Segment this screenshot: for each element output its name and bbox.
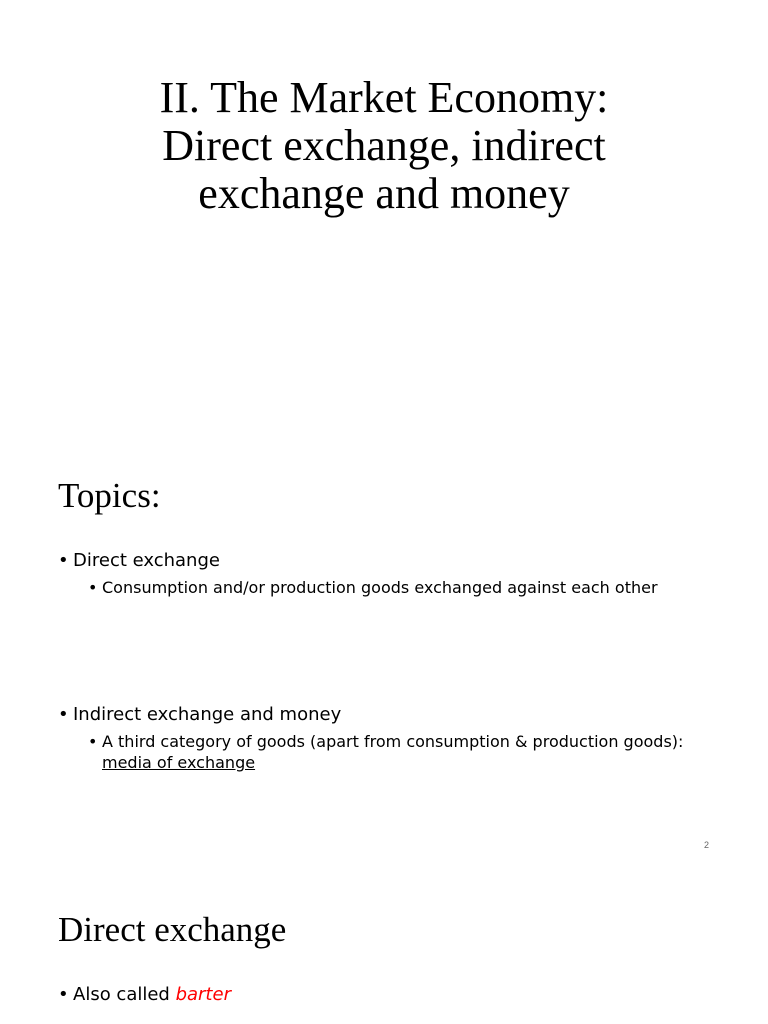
sub-bullet-text: A third category of goods (apart from consumption & production goods):	[102, 732, 684, 751]
bullet-glyph: •	[58, 704, 69, 725]
bullet-glyph: •	[88, 732, 98, 751]
sub-bullet-third-category	[88, 731, 683, 773]
bullet-text: Direct exchange	[73, 550, 220, 571]
barter-term: barter	[175, 984, 231, 1005]
slide-title	[0, 74, 768, 218]
title-slide	[0, 0, 768, 432]
media-of-exchange-term: media of exchange	[102, 753, 256, 772]
page-number: 2	[703, 840, 709, 850]
bullet-direct-exchange	[58, 550, 220, 572]
bullet-also-called-barter	[58, 984, 231, 1006]
sub-bullet-consumption-goods	[88, 577, 658, 598]
bullet-indirect-exchange	[58, 704, 341, 726]
bullet-glyph: •	[58, 984, 69, 1005]
title-line-1: II. The Market Economy:	[159, 73, 609, 122]
title-line-3: exchange and money	[198, 169, 570, 218]
sub-bullet-text: Consumption and/or production goods exchanged against each other	[102, 578, 658, 597]
bullet-text: Indirect exchange and money	[73, 704, 342, 725]
title-line-2: Direct exchange, indirect	[162, 121, 606, 170]
topics-slide	[0, 432, 768, 864]
bullet-text: Also called	[73, 984, 176, 1005]
slide-heading: Topics:	[58, 476, 161, 515]
bullet-glyph: •	[58, 550, 69, 571]
direct-exchange-slide	[0, 864, 768, 1024]
bullet-glyph: •	[88, 578, 98, 597]
slide-heading: Direct exchange	[58, 910, 287, 949]
